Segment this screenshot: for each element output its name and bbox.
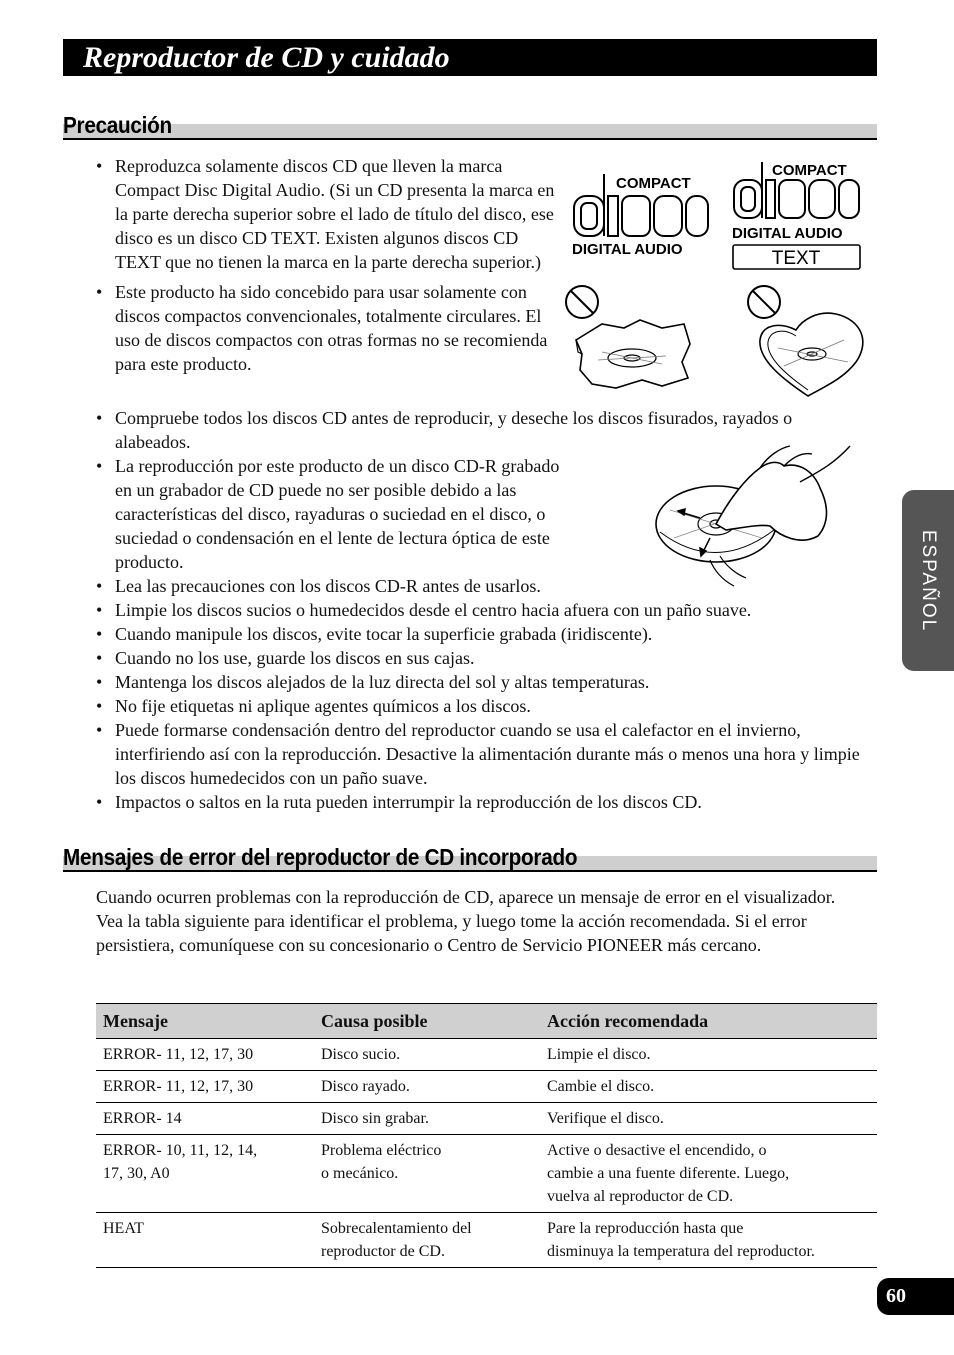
cd-text-logo — [730, 158, 864, 274]
page-number: 60 — [877, 1278, 954, 1315]
table-cell: ERROR- 10, 11, 12, 14, 17, 30, A0 — [96, 1135, 314, 1213]
list-item: • Lea las precauciones con los discos CD-R antes de usarlos. — [96, 574, 866, 598]
logo-compact-text: COMPACT — [616, 175, 691, 192]
table-cell: Active o desactive el encendido, o cambie a una fuente diferente. Luego, vuelva al reproductor de CD. — [540, 1135, 877, 1213]
column-header: Mensaje — [96, 1004, 314, 1039]
compact-disc-logo — [568, 168, 716, 260]
precaution-list-top — [96, 154, 556, 376]
table-cell: Disco sucio. — [314, 1039, 540, 1071]
heart-disc-illustration — [744, 282, 874, 400]
table-cell: Cambie el disco. — [540, 1071, 877, 1103]
table-cell: Disco rayado. — [314, 1071, 540, 1103]
list-item: • Impactos o saltos en la ruta pueden interrumpir la reproducción de los discos CD. — [96, 790, 866, 814]
list-item: • Compruebe todos los discos CD antes de reproducir, y deseche los discos fisurados, rayados o alabeados. — [96, 406, 826, 454]
table-cell: Disco sin grabar. — [314, 1103, 540, 1135]
list-item: • Este producto ha sido concebido para usar solamente con discos compactos convencionales, totalmente circulares. El uso de discos compactos con otras formas no se recomienda para este producto. — [96, 280, 556, 376]
table-cell: Verifique el disco. — [540, 1103, 877, 1135]
column-header: Acción recomendada — [540, 1004, 877, 1039]
column-header: Causa posible — [314, 1004, 540, 1039]
section-heading-errors — [63, 846, 877, 872]
table-row — [96, 1103, 877, 1135]
list-item: • Cuando no los use, guarde los discos en sus cajas. — [96, 646, 866, 670]
table-cell: Pare la reproducción hasta que disminuya la temperatura del reproductor. — [540, 1213, 877, 1268]
list-item: • Puede formarse condensación dentro del reproductor cuando se usa el calefactor en el invierno, interfiriendo así con la reproducción. Desactive la alimentación durante más o menos una hora y limpie los discos humedecidos con un paño suave. — [96, 718, 866, 790]
logo-compact-text: COMPACT — [772, 162, 847, 179]
list-item: • Reproduzca solamente discos CD que lleven la marca Compact Disc Digital Audio. (Si un CD presenta la marca en la parte derecha superior sobre el lado de título del disco, ese disco es un disco CD TEXT. Existen algunos discos CD TEXT que no tienen la marca en la parte derecha superior.) — [96, 154, 556, 274]
error-table — [96, 1003, 877, 1268]
table-cell: HEAT — [96, 1213, 314, 1268]
logo-digital-audio-text: DIGITAL AUDIO — [572, 241, 683, 258]
precaution-list-bottom — [96, 574, 866, 814]
precaution-list-cdr — [96, 454, 566, 574]
logo-digital-audio-text: DIGITAL AUDIO — [732, 225, 843, 242]
disc-cleaning-illustration — [650, 438, 860, 588]
language-label: ESPAÑOL — [918, 529, 939, 632]
section-heading-precaution — [63, 114, 877, 140]
table-cell: Sobrecalentamiento del reproductor de CD. — [314, 1213, 540, 1268]
language-tab — [902, 490, 954, 671]
table-cell: Limpie el disco. — [540, 1039, 877, 1071]
list-item: • Limpie los discos sucios o humedecidos desde el centro hacia afuera con un paño suave. — [96, 598, 866, 622]
table-cell: ERROR- 14 — [96, 1103, 314, 1135]
irregular-disc-illustration — [562, 282, 702, 400]
list-item: • Mantenga los discos alejados de la luz directa del sol y altas temperaturas. — [96, 670, 866, 694]
errors-intro-paragraph: Cuando ocurren problemas con la reproducción de CD, aparece un mensaje de error en el visualizador. Vea la tabla siguiente para identificar el problema, y luego tome la acción recomendada. Si el error persistiera, comuníquese con su concesionario o Centro de Servicio PIONEER más cercano. — [96, 887, 836, 955]
section-title: Mensajes de error del reproductor de CD incorporado — [63, 844, 578, 870]
page-title: Reproductor de CD y cuidado — [63, 39, 877, 76]
list-item: • La reproducción por este producto de un disco CD-R grabado en un grabador de CD puede no ser posible debido a las características del disco, rayaduras o suciedad en el disco, o suciedad o condensación en el lente de lectura óptica de este producto. — [96, 454, 566, 574]
table-cell: ERROR- 11, 12, 17, 30 — [96, 1071, 314, 1103]
prohibited-icon — [566, 286, 598, 318]
table-cell: Problema eléctrico o mecánico. — [314, 1135, 540, 1213]
table-row — [96, 1213, 877, 1268]
heading-band — [63, 124, 877, 138]
list-item: • No fije etiquetas ni aplique agentes químicos a los discos. — [96, 694, 866, 718]
list-item: • Cuando manipule los discos, evite tocar la superficie grabada (iridiscente). — [96, 622, 866, 646]
prohibited-icon — [748, 286, 780, 318]
table-row — [96, 1071, 877, 1103]
section-title: Precaución — [63, 112, 172, 138]
table-header-row — [96, 1004, 877, 1039]
logo-text-word: TEXT — [771, 248, 821, 269]
table-row — [96, 1135, 877, 1213]
table-cell: ERROR- 11, 12, 17, 30 — [96, 1039, 314, 1071]
table-row — [96, 1039, 877, 1071]
